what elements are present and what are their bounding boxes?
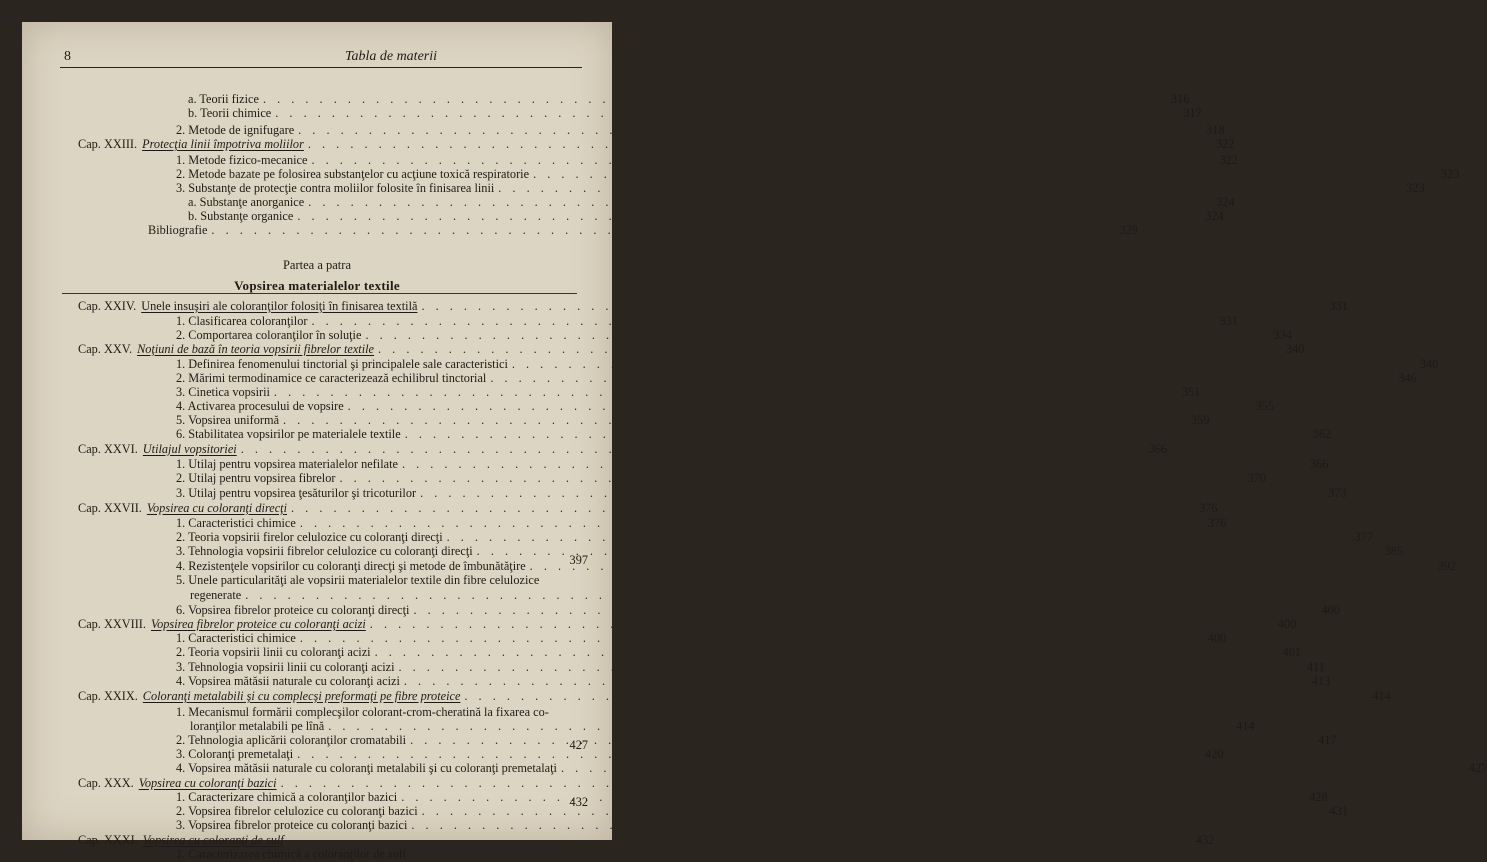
entry-title: b. Teorii chimice bbox=[188, 106, 272, 120]
page-ref: 428 bbox=[1309, 790, 1328, 804]
page-ref: 373 bbox=[1328, 486, 1347, 500]
leader-dots bbox=[416, 486, 1322, 501]
chapter-number: Cap. XXIV. bbox=[78, 299, 137, 313]
page-ref: 346 bbox=[1398, 371, 1417, 385]
entry-title: 2. Teoria vopsirii firelor celulozice cu coloranţi direcţi bbox=[176, 530, 443, 544]
chapter-number: Cap. XXXI. bbox=[78, 833, 138, 847]
book-page bbox=[22, 22, 1487, 861]
chapter-number: Cap. XXVI. bbox=[78, 442, 138, 456]
toc-entry-row bbox=[176, 733, 1337, 748]
page-ref: 400 bbox=[1321, 603, 1340, 617]
toc-entry-row bbox=[176, 471, 1266, 486]
leader-dots bbox=[270, 385, 1176, 400]
chapter-number: Cap. XXV. bbox=[78, 342, 133, 356]
entry-title: Bibliografie bbox=[148, 223, 208, 237]
part-title: Partea a patra bbox=[282, 258, 351, 272]
page-ref: 316 bbox=[1170, 92, 1190, 106]
chapter-number: Cap. XXVIII. bbox=[78, 617, 146, 631]
chapter-title: Vopsirea cu coloranţi direcţi bbox=[146, 501, 288, 515]
entry-title: 2. Vopsirea fibrelor celulozice cu coloranţi bazici bbox=[176, 804, 418, 818]
toc-entry-row bbox=[176, 660, 1325, 675]
leader-dots bbox=[296, 631, 1202, 646]
page-ref: 366 bbox=[1148, 442, 1168, 456]
toc-entry-row bbox=[176, 674, 1331, 689]
entry-title: 3. Cinetica vopsirii bbox=[176, 385, 270, 399]
leader-dots bbox=[277, 776, 1183, 791]
leader-dots bbox=[529, 167, 1435, 182]
page-ref: 340 bbox=[1419, 357, 1439, 371]
toc-entry-row bbox=[176, 516, 1227, 531]
page-ref: 355 bbox=[1255, 399, 1275, 413]
chapter-title: Vopsirea fibrelor proteice cu coloranţi acizi bbox=[150, 617, 366, 631]
entry-title: 4. Rezistenţele vopsirilor cu coloranţi direcţi şi metode de îmbunătăţire bbox=[176, 559, 526, 573]
leader-dots bbox=[460, 689, 1366, 704]
toc-entry-row bbox=[188, 195, 1235, 210]
leader-dots bbox=[407, 818, 1313, 833]
page-ref-regenerate: 397 bbox=[569, 553, 588, 567]
leader-dots bbox=[374, 342, 1280, 357]
toc-entry-row bbox=[176, 804, 1349, 819]
entry-title: a. Substanţe anorganice bbox=[188, 195, 305, 209]
leader-dots bbox=[335, 471, 1241, 486]
table-of-contents bbox=[22, 22, 1487, 861]
entry-title: 3. Vopsirea fibrelor proteice cu coloranţi bazici bbox=[176, 818, 408, 832]
toc-entry-row bbox=[148, 223, 1138, 238]
toc-chapter-row bbox=[78, 776, 588, 791]
page-ref: 351 bbox=[1181, 385, 1201, 399]
entry-title: 4. Vopsirea mătăsii naturale cu coloranţi metalabili şi cu coloranţi premetalaţi bbox=[176, 761, 557, 775]
page-ref: 322 bbox=[1219, 153, 1238, 167]
running-title: Tabla de materii bbox=[344, 49, 438, 64]
toc-chapter-row bbox=[78, 342, 1305, 357]
leader-dots bbox=[395, 660, 1301, 675]
page-ref: 411 bbox=[1306, 660, 1325, 674]
toc-entry-row bbox=[190, 588, 588, 603]
page-ref: 400 bbox=[1207, 631, 1227, 645]
entry-title: 3. Tehnologia vopsirii linii cu coloranţi acizi bbox=[176, 660, 395, 674]
leader-dots bbox=[406, 847, 1312, 862]
leader-dots bbox=[294, 123, 1200, 138]
chapter-title: Unele insuşiri ale coloranţilor folosiţi în finisarea textilă bbox=[141, 299, 418, 313]
page-number: 8 bbox=[64, 49, 71, 64]
leader-dots bbox=[284, 833, 1190, 848]
entry-title: regenerate bbox=[190, 588, 242, 602]
page-ref: 370 bbox=[1247, 471, 1266, 485]
leader-dots bbox=[417, 299, 1323, 314]
leader-dots bbox=[409, 603, 1315, 618]
leader-dots bbox=[366, 617, 1272, 632]
page-ref: 340 bbox=[1286, 342, 1305, 356]
leader-dots bbox=[324, 719, 1230, 734]
page-ref: 377 bbox=[1354, 530, 1374, 544]
entry-title: 4. Activarea procesului de vopsire bbox=[176, 399, 344, 413]
leader-dots bbox=[271, 106, 1177, 121]
entry-title: 1. Utilaj pentru vopsirea materialelor nefilate bbox=[176, 457, 398, 471]
chapter-title: Vopsirea cu coloranţi de sulf bbox=[142, 833, 284, 847]
toc-entry-row bbox=[176, 413, 1210, 428]
page-ref: 414 bbox=[1372, 689, 1391, 703]
toc-entry-row bbox=[176, 371, 1417, 386]
page-ref-cap-xxx: 427 bbox=[569, 738, 588, 752]
entry-title: 5. Vopsirea uniformă bbox=[176, 413, 280, 427]
page-ref: 376 bbox=[1207, 516, 1227, 530]
entry-title: 3. Tehnologia vopsirii fibrelor celulozice cu coloranţi direcţi bbox=[176, 544, 473, 558]
leader-dots bbox=[371, 645, 1277, 660]
toc-entry-row bbox=[176, 530, 1374, 545]
chapter-title: Vopsirea cu coloranţi bazici bbox=[138, 776, 277, 790]
entry-title: 3. Coloranţi premetalaţi bbox=[176, 747, 294, 761]
entry-title: 3. Substanţe de protecţie contra moliilor folosite în finisarea linii bbox=[176, 181, 495, 195]
toc-entry-row bbox=[188, 106, 1202, 121]
entry-title: 6. Stabilitatea vopsirilor pe materialele textile bbox=[176, 427, 401, 441]
page-ref: 324 bbox=[1216, 195, 1235, 209]
toc-entry-row bbox=[188, 209, 1224, 224]
entry-title: 1. Metode fizico-mecanice bbox=[176, 153, 308, 167]
leader-dots bbox=[304, 195, 1210, 210]
leader-dots bbox=[237, 442, 1143, 457]
toc-entry-row bbox=[176, 790, 1328, 805]
page-ref: 417 bbox=[1318, 733, 1337, 747]
leader-dots bbox=[557, 761, 1463, 776]
entry-title: 1. Clasificarea coloranţilor bbox=[176, 314, 308, 328]
leader-dots bbox=[398, 457, 1304, 472]
entry-title: 5. Unele particularităţi ale vopsirii materialelor textile din fibre celulozice bbox=[176, 573, 540, 587]
page-ref: 420 bbox=[1205, 747, 1224, 761]
toc-chapter-row bbox=[78, 501, 1218, 516]
entry-title: 1. Caracterizarea chimică a coloranţilor de sulf bbox=[176, 847, 407, 861]
toc-entry-row bbox=[176, 544, 1404, 559]
chapter-title: Coloranţi metalabili şi cu complecşi preformaţi pe fibre proteice bbox=[142, 689, 461, 703]
leader-dots bbox=[307, 153, 1213, 168]
leader-dots bbox=[344, 399, 1250, 414]
leader-dots bbox=[473, 544, 1379, 559]
chapter-title: Noţiuni de bază în teoria vopsirii fibrelor textile bbox=[137, 342, 375, 356]
entry-title: 4. Vopsirea mătăsii naturale cu coloranţi acizi bbox=[176, 674, 400, 688]
entry-title: 1. Caracteristici chimice bbox=[176, 516, 296, 530]
toc-chapter-row bbox=[78, 689, 1391, 704]
toc-entry-row bbox=[176, 181, 1425, 196]
toc-chapter-row bbox=[78, 137, 1235, 152]
page-ref-cap-xxxi-extra: 432 bbox=[569, 795, 588, 809]
toc-entry-row bbox=[176, 153, 1238, 168]
toc-entry-row bbox=[176, 559, 1457, 574]
leader-dots bbox=[241, 588, 1147, 603]
toc-entry-row bbox=[176, 385, 1201, 400]
toc-entry-row bbox=[176, 457, 1329, 472]
toc-entry-row bbox=[190, 719, 1255, 734]
leader-dots bbox=[293, 209, 1199, 224]
leader-dots bbox=[279, 413, 1185, 428]
leader-dots bbox=[207, 223, 1113, 238]
chapter-number: Cap. XXIII. bbox=[78, 137, 138, 151]
toc-entry-row bbox=[176, 573, 588, 588]
entry-title: 1. Mecanismul formării complecşilor colorant-crom-cheratină la fixarea co- bbox=[176, 705, 549, 719]
entry-title: 2. Metode bazate pe folosirea substanţelor cu acţiune toxică respiratorie bbox=[176, 167, 530, 181]
leader-dots bbox=[526, 559, 1432, 574]
page-ref: 362 bbox=[1312, 427, 1332, 441]
entry-title: a. Teorii fizice bbox=[188, 92, 259, 106]
leader-dots bbox=[287, 501, 1193, 516]
toc-entry-row bbox=[176, 603, 1340, 618]
toc-entry-row bbox=[176, 314, 1238, 329]
entry-title: 1. Definirea fenomenului tinctorial şi principalele sale caracteristici bbox=[176, 357, 508, 371]
entry-title: b. Substanţe organice bbox=[188, 209, 294, 223]
leader-dots bbox=[400, 674, 1306, 689]
page-ref: 401 bbox=[1282, 645, 1302, 659]
page-ref: 359 bbox=[1191, 413, 1210, 427]
toc-chapter-row bbox=[78, 299, 1348, 314]
chapter-number: Cap. XXIX. bbox=[78, 689, 138, 703]
toc-entry-row bbox=[176, 747, 1224, 762]
toc-entry-row bbox=[176, 328, 1292, 343]
toc-chapter-row bbox=[78, 442, 1168, 457]
entry-title: 2. Comportarea coloranţilor în soluţie bbox=[176, 328, 362, 342]
leader-dots bbox=[418, 804, 1324, 819]
entry-title: 2. Tehnologia aplicării coloranţilor cromatabili bbox=[176, 733, 407, 747]
entry-title: 2. Teoria vopsirii linii cu coloranţi acizi bbox=[176, 645, 371, 659]
toc-entry-row bbox=[176, 427, 1332, 442]
toc-chapter-row bbox=[78, 617, 1297, 632]
entry-title: 2. Mărimi termodinamice ce caracterizează echilibrul tinctorial bbox=[176, 371, 487, 385]
toc-entry-row bbox=[176, 818, 588, 833]
leader-dots bbox=[508, 357, 1414, 372]
page-ref: 334 bbox=[1273, 328, 1292, 342]
leader-dots bbox=[443, 530, 1349, 545]
chapter-title: Utilajul vopsitoriei bbox=[142, 442, 237, 456]
toc-entry-row bbox=[176, 631, 1227, 646]
page-ref: 331 bbox=[1329, 299, 1348, 313]
entry-title: loranţilor metalabili pe lînă bbox=[190, 719, 325, 733]
page-ref: 432 bbox=[1195, 833, 1215, 847]
toc-entry-row bbox=[176, 705, 588, 720]
page-ref: 317 bbox=[1183, 106, 1202, 120]
page-ref: 414 bbox=[1236, 719, 1255, 733]
entry-title: 2. Utilaj pentru vopsirea fibrelor bbox=[176, 471, 336, 485]
entry-title: 1. Caracterizare chimică a coloranţilor bazici bbox=[176, 790, 398, 804]
leader-dots bbox=[486, 371, 1392, 386]
leader-dots bbox=[397, 790, 1303, 805]
chapter-number: Cap. XXVII. bbox=[78, 501, 142, 515]
toc-entry-row bbox=[176, 761, 1487, 776]
toc-entry-row bbox=[188, 92, 1190, 107]
entry-title: 1. Caracteristici chimice bbox=[176, 631, 296, 645]
part-subtitle: Vopsirea materialelor textile bbox=[234, 278, 400, 293]
part-divider bbox=[62, 293, 577, 294]
entry-title: 2. Metode de ignifugare bbox=[176, 123, 295, 137]
page-ref: 324 bbox=[1205, 209, 1224, 223]
page-ref: 427 bbox=[1468, 761, 1487, 775]
toc-entry-row bbox=[176, 399, 1275, 414]
page-ref: 376 bbox=[1199, 501, 1218, 515]
leader-dots bbox=[401, 427, 1307, 442]
page-ref: 329 bbox=[1119, 223, 1138, 237]
page-ref: 431 bbox=[1329, 804, 1349, 818]
page-ref: 322 bbox=[1215, 137, 1235, 151]
page-ref: 392 bbox=[1437, 559, 1457, 573]
leader-dots bbox=[361, 328, 1267, 343]
leader-dots bbox=[259, 92, 1165, 107]
toc-entry-row bbox=[176, 167, 1460, 182]
chapter-title: Protecţia linii împotriva moliilor bbox=[142, 137, 304, 151]
toc-entry-row bbox=[176, 486, 1347, 501]
entry-title: 6. Vopsirea fibrelor proteice cu coloranţi direcţi bbox=[176, 603, 410, 617]
chapter-number: Cap. XXX. bbox=[78, 776, 134, 790]
leader-dots bbox=[494, 181, 1400, 196]
toc-chapter-row bbox=[78, 833, 1215, 848]
page-ref: 385 bbox=[1384, 544, 1404, 558]
page-ref: 400 bbox=[1277, 617, 1297, 631]
leader-dots bbox=[293, 747, 1199, 762]
leader-dots bbox=[304, 137, 1210, 152]
toc-entry-row bbox=[176, 847, 588, 862]
page-ref: 323 bbox=[1406, 181, 1425, 195]
page-ref: 331 bbox=[1219, 314, 1238, 328]
entry-title: 3. Utilaj pentru vopsirea ţesăturilor şi tricoturilor bbox=[176, 486, 417, 500]
leader-dots bbox=[406, 733, 1312, 748]
toc-entry-row bbox=[176, 645, 1302, 660]
page-ref: 413 bbox=[1311, 674, 1331, 688]
page-ref: 323 bbox=[1441, 167, 1460, 181]
toc-entry-row bbox=[176, 123, 1225, 138]
page-ref: 318 bbox=[1206, 123, 1225, 137]
leader-dots bbox=[296, 516, 1202, 531]
leader-dots bbox=[307, 314, 1213, 329]
toc-entry-row bbox=[176, 357, 1439, 372]
page-ref: 366 bbox=[1309, 457, 1329, 471]
